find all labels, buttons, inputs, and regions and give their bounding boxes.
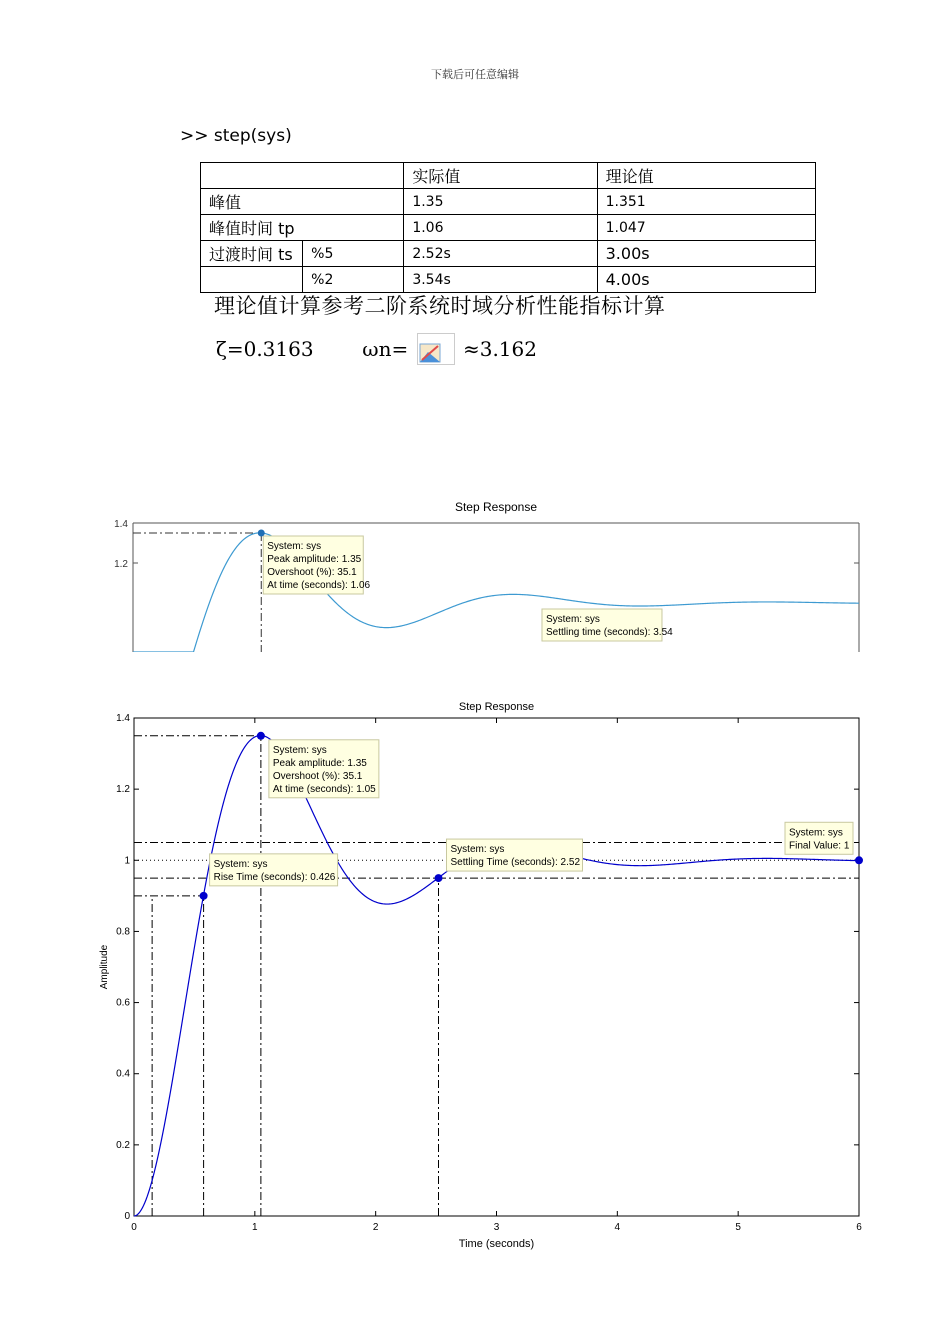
actual-value: 1.35 xyxy=(404,189,597,215)
row-sublabel: %2 xyxy=(303,267,404,293)
y-tick-label: 0.6 xyxy=(116,997,130,1009)
datatip-line: System: sys xyxy=(213,858,268,870)
step-response-chart xyxy=(90,695,890,1264)
x-tick-label: 2 xyxy=(372,1222,379,1233)
matlab-command: >> step(sys) xyxy=(180,126,292,146)
formula-line xyxy=(216,333,537,365)
table-row xyxy=(201,215,816,241)
theory-value: 3.00s xyxy=(597,241,815,267)
row-label xyxy=(201,267,303,293)
actual-value: 1.06 xyxy=(404,215,597,241)
table-row xyxy=(201,189,816,215)
row-label: 峰值 xyxy=(201,189,404,215)
datatip-line: Overshoot (%): 35.1 xyxy=(272,770,363,782)
datatip-line: System: sys xyxy=(450,844,505,856)
cropped-chart-svg xyxy=(100,495,880,655)
datatip-marker xyxy=(258,530,265,537)
x-tick-label: 5 xyxy=(735,1222,741,1233)
datatip-line: Peak amplitude: 1.35 xyxy=(272,757,367,769)
datatip-line: Peak amplitude: 1.35 xyxy=(267,554,362,565)
theory-value: 1.351 xyxy=(597,189,815,215)
crop-edge xyxy=(100,652,880,655)
y-tick-label: 1.4 xyxy=(114,519,128,530)
table-row xyxy=(201,267,816,293)
datatip-line: System: sys xyxy=(789,827,843,839)
calc-note: 理论值计算参考二阶系统时域分析性能指标计算 xyxy=(214,294,666,318)
chart-title: Step Response xyxy=(454,500,538,514)
y-tick-label: 0.8 xyxy=(116,926,130,938)
y-tick-label: 1.2 xyxy=(114,559,128,570)
table-header-row xyxy=(201,163,816,189)
broken-image-icon xyxy=(417,333,455,365)
theory-value: 1.047 xyxy=(597,215,815,241)
x-axis-label: Time (seconds) xyxy=(458,1238,535,1250)
datatip-line: At time (seconds): 1.06 xyxy=(267,580,371,591)
x-tick-label: 3 xyxy=(493,1222,500,1233)
y-axis-label: Amplitude xyxy=(99,944,110,990)
datatip-marker xyxy=(435,874,443,882)
datatip-marker xyxy=(200,892,208,900)
x-tick-label: 6 xyxy=(856,1222,862,1233)
y-tick-label: 1.4 xyxy=(116,713,130,724)
plot-area xyxy=(134,718,859,1216)
x-tick-label: 4 xyxy=(614,1222,621,1233)
datatip-marker xyxy=(257,732,265,740)
zeta-text: ζ=0.3163 xyxy=(216,337,314,361)
actual-value: 2.52s xyxy=(404,241,597,267)
datatip-line: Final Value: 1 xyxy=(789,840,850,852)
table-header-cell xyxy=(201,163,404,189)
row-label: 峰值时间 tp xyxy=(201,215,404,241)
actual-value: 3.54s xyxy=(404,267,597,293)
datatip-line: Overshoot (%): 35.1 xyxy=(267,567,357,578)
x-tick-label: 0 xyxy=(131,1222,137,1233)
table-row xyxy=(201,241,816,267)
row-label: 过渡时间 ts xyxy=(201,241,303,267)
y-tick-label: 0.4 xyxy=(116,1068,130,1080)
datatip-line: System: sys xyxy=(267,541,322,552)
wn-value: ≈3.162 xyxy=(462,337,537,361)
response-curve xyxy=(133,533,859,652)
datatip-line: Rise Time (seconds): 0.426 xyxy=(213,871,336,883)
x-tick-label: 1 xyxy=(252,1222,258,1233)
cropped-step-response-chart xyxy=(100,495,880,659)
header-note: 下载后可任意编辑 xyxy=(431,68,519,81)
y-tick-label: 1.2 xyxy=(116,784,130,796)
chart-title: Step Response xyxy=(458,701,535,713)
performance-table xyxy=(200,162,816,293)
table-header-cell: 实际值 xyxy=(404,163,597,189)
table-header-cell: 理论值 xyxy=(597,163,815,189)
datatip-marker xyxy=(855,856,863,864)
row-sublabel: %5 xyxy=(303,241,404,267)
main-chart-svg xyxy=(90,695,890,1260)
datatip-line: System: sys xyxy=(545,614,600,625)
datatip-line: Settling time (seconds): 3.54 xyxy=(545,627,673,638)
wn-prefix: ωn= xyxy=(362,337,409,361)
datatip-line: System: sys xyxy=(272,744,327,756)
y-tick-label: 0.2 xyxy=(116,1139,130,1151)
datatip-line: Settling Time (seconds): 2.52 xyxy=(450,857,581,869)
y-tick-label: 0 xyxy=(124,1211,130,1222)
datatip-line: At time (seconds): 1.05 xyxy=(272,783,376,795)
y-tick-label: 1 xyxy=(124,855,130,867)
theory-value: 4.00s xyxy=(597,267,815,293)
